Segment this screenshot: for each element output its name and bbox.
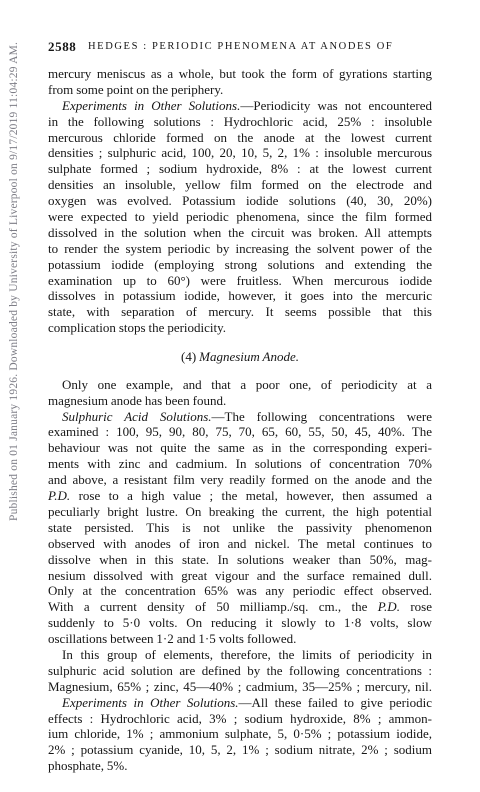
text-run: rose to a high value ; the metal, however, then assumed a bbox=[70, 488, 432, 504]
text-line: potassium iodide (employing strong solutions and extending the bbox=[48, 256, 432, 272]
text-line: nesium dissolved with great vigour and the surface remained dull. bbox=[48, 567, 432, 583]
paragraph bbox=[48, 66, 432, 98]
section-title: Magnesium Anode. bbox=[199, 348, 299, 364]
running-header bbox=[48, 40, 432, 54]
text-line: mercurous chloride formed on the anode at the lowest current bbox=[48, 129, 432, 145]
run-in-heading: Experiments in Other Solutions. bbox=[62, 694, 239, 710]
text-run: —All these failed to give periodic bbox=[238, 694, 432, 710]
run-in-heading: Sulphuric Acid Solutions. bbox=[62, 408, 212, 424]
section-heading bbox=[48, 349, 432, 365]
page-number: 2588 bbox=[48, 39, 77, 54]
text-line: state, with separation of mercury. It seems possible that this bbox=[48, 304, 432, 320]
text-line bbox=[48, 98, 432, 114]
text-line: oxygen was evolved. Potassium iodide solutions (40, 30, 20%) bbox=[48, 193, 432, 209]
pd-abbrev: P.D. bbox=[377, 599, 400, 615]
text-line: complication stops the periodicity. bbox=[48, 320, 227, 336]
text-line: state persisted. This is not unlike the passivity phenomenon bbox=[48, 519, 432, 535]
text-line: magnesium anode has been found. bbox=[48, 392, 227, 408]
text-line: In this group of elements, therefore, the limits of periodicity in bbox=[62, 646, 432, 662]
download-watermark: Published on 01 January 1926. Downloaded by University of Liverpool on 9/17/2019 11:04:29 AM. bbox=[8, 41, 20, 521]
paragraph bbox=[48, 695, 432, 774]
text-run: rose bbox=[399, 599, 432, 615]
text-run: With a current density of 50 milliamp./sq. cm., the bbox=[48, 599, 378, 615]
text-line bbox=[48, 599, 432, 615]
text-line: densities ; sulphuric acid, 100, 20, 10, 5, 2, 1% : insoluble mercurous bbox=[48, 145, 432, 161]
text-line: 2% ; potassium cyanide, 10, 5, 2, 1% ; sodium nitrate, 2% ; sodium bbox=[48, 742, 432, 758]
text-line: examined : 100, 95, 90, 80, 75, 70, 65, 60, 55, 50, 45, 40%. The bbox=[48, 424, 432, 440]
text-line bbox=[48, 488, 432, 504]
text-line bbox=[48, 695, 432, 711]
text-line: mercury meniscus as a whole, but took the form of gyrations starting bbox=[48, 66, 432, 81]
paragraph bbox=[48, 377, 432, 409]
text-line: ium chloride, 1% ; ammonium sulphate, 5, 0·5% ; potassium iodide, bbox=[48, 726, 432, 742]
text-line: were expected to yield periodic phenomena, since the film formed bbox=[48, 209, 432, 225]
text-line: densities an insoluble, yellow film formed on the electrode and bbox=[48, 177, 432, 193]
text-line: effects : Hydrochloric acid, 3% ; sodium hydroxide, 8% ; ammon- bbox=[48, 710, 432, 726]
text-line: dissolves in potassium iodide, however, it goes into the mercuric bbox=[48, 288, 432, 304]
run-in-heading: Experiments in Other Solutions. bbox=[62, 97, 241, 113]
text-line: sulphate formed ; sodium hydroxide, 8% : at the lowest current bbox=[48, 161, 432, 177]
paragraph bbox=[48, 98, 432, 336]
text-line: examination up to 60°) were fruitless. When mercurous iodide bbox=[48, 272, 432, 288]
text-line: Magnesium, 65% ; zinc, 45—40% ; cadmium, 35—25% ; mercury, nil. bbox=[48, 678, 432, 694]
text-line: in the following solutions : Hydrochloric acid, 25% : insoluble bbox=[48, 113, 432, 129]
text-line: behaviour was not quite the same as in the corresponding experi- bbox=[48, 440, 432, 456]
text-line: to render the system periodic by increasing the solvent power of the bbox=[48, 240, 432, 256]
pd-abbrev: P.D. bbox=[48, 488, 71, 504]
section-number: (4) bbox=[181, 348, 197, 364]
text-line: phosphate, 5%. bbox=[48, 758, 128, 774]
text-line: oscillations between 1·2 and 1·5 volts followed. bbox=[48, 631, 297, 647]
text-line bbox=[48, 409, 432, 425]
text-line: observed with anodes of iron and nickel. The metal continues to bbox=[48, 535, 432, 551]
text-line: sulphuric acid solution are defined by the following concentrations : bbox=[48, 662, 432, 678]
text-line: Only at the concentration 65% was any periodic effect observed. bbox=[48, 583, 432, 599]
text-run: —Periodicity was not encountered bbox=[240, 97, 433, 113]
paragraph bbox=[48, 409, 432, 647]
text-line: from some point on the periphery. bbox=[48, 81, 224, 97]
paragraph bbox=[48, 647, 432, 695]
text-run: —The following concentrations were bbox=[211, 408, 432, 424]
text-line: Only one example, and that a poor one, of periodicity at a bbox=[62, 376, 432, 392]
text-line: dissolve when in this state. In solutions weaker than 50%, mag- bbox=[48, 551, 432, 567]
text-line: suddenly to 5·0 volts. On reducing it slowly to 1·8 volts, slow bbox=[48, 615, 432, 631]
text-line: ments with zinc and cadmium. In solutions of concentration 70% bbox=[48, 456, 432, 472]
article-body bbox=[48, 66, 432, 774]
text-line: and above, a resistant film very readily formed on the anode and the bbox=[48, 472, 432, 488]
text-line: dissolved in the solution when the circuit was broken. All attempts bbox=[48, 224, 432, 240]
running-head: HEDGES : PERIODIC PHENOMENA AT ANODES OF bbox=[88, 41, 394, 52]
text-line: peculiarly bright lustre. On breaking the current, the high potential bbox=[48, 503, 432, 519]
